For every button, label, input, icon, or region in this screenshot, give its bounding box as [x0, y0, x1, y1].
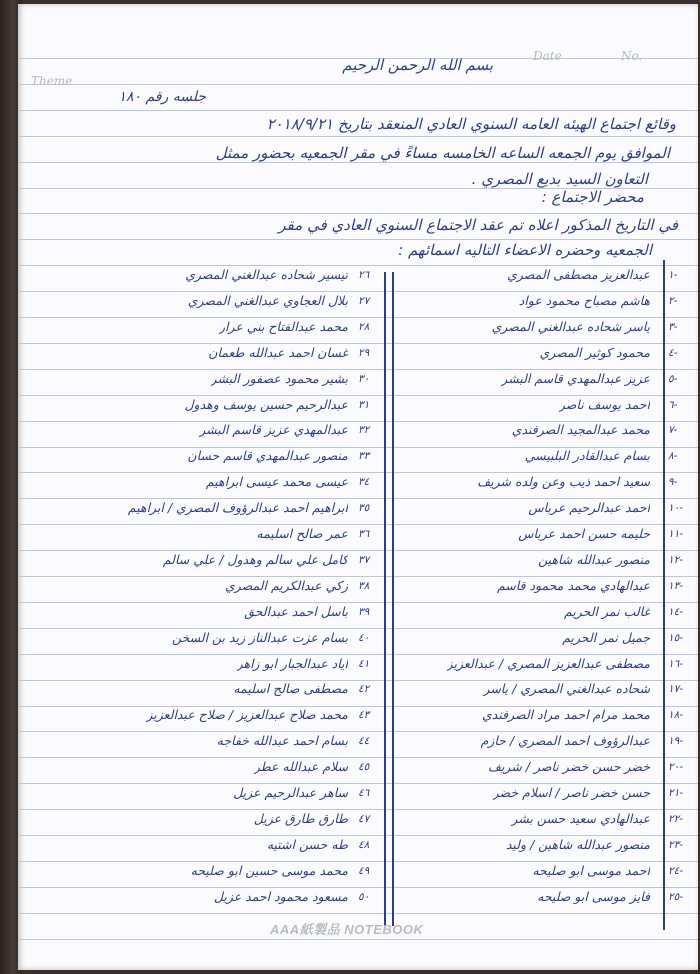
- row-number: ٢٦: [358, 269, 370, 281]
- attendee-name: طه حسن اشتيه: [266, 836, 348, 852]
- row-number: ٢-: [668, 294, 678, 307]
- attendee-name: بلال العجاوي عبدالغني المصري: [187, 292, 348, 308]
- row-number: ٢٠-: [668, 761, 684, 774]
- row-number: ١٥-: [668, 631, 684, 644]
- attendee-name: سعيد احمد ذيب وعن ولده شريف: [477, 474, 650, 490]
- row-number: ٤٠: [358, 631, 370, 644]
- attendee-name: بسام عزت عبدالناز زيد بن السخن: [172, 629, 348, 645]
- row-number: ٣٦: [358, 528, 370, 540]
- attendee-name: بسام احمد عبدالله خفاجه: [216, 733, 348, 749]
- row-number: ٤٩: [358, 864, 370, 877]
- row-number: ١٧-: [668, 683, 684, 696]
- ruled-line: [18, 913, 698, 914]
- attendee-name: محمد موسى حسين ابو صليحه: [190, 862, 348, 878]
- row-number: ٣٢: [358, 424, 370, 437]
- attendee-name: محمد مرام احمد مراد الصرفندي: [482, 707, 650, 723]
- attendee-name: ساهر عبدالرحيم عزيل: [233, 785, 348, 800]
- row-number: ٤٥: [358, 761, 370, 774]
- attendee-name: شحاده عبدالغني المصري / ياسر: [483, 681, 650, 697]
- row-number: ٤٤: [358, 735, 370, 748]
- attendee-name: احمد موسى ابو صليحه: [532, 862, 650, 878]
- attendee-name: هاشم مصباح محمود عواد: [518, 292, 650, 308]
- body-line-1: وقائع اجتماع الهيئه العامه السنوي العادي المنعقد بتاريخ ٢٠١٨/٩/٢١: [266, 115, 676, 133]
- row-number: ٤٦: [358, 787, 370, 799]
- attendee-name: غالب نمر الحريم: [563, 603, 650, 619]
- column-divider-left: [384, 272, 386, 926]
- row-number: ٣٧: [358, 553, 370, 566]
- row-number: ١١-: [668, 528, 684, 540]
- attendee-name: منصور عبدالمهدي قاسم حسان: [187, 448, 348, 464]
- row-number: ١-: [668, 269, 678, 281]
- attendee-name: كامل علي سالم وهدول / علي سالم: [162, 551, 348, 567]
- attendee-name: اياد عبدالجبار ابو زاهر: [236, 655, 348, 671]
- attendee-name: عمر صالح اسليمه: [256, 526, 348, 541]
- body-line-5: في التاريخ المذكور اعلاه تم عقد الاجتماع السنوي العادي في مقر: [278, 216, 678, 234]
- body-line-6: الجمعيه وحضره الاعضاء التاليه اسمائهم :: [398, 241, 652, 259]
- row-number: ٥٠: [358, 890, 370, 903]
- date-label: Date: [533, 49, 562, 63]
- attendee-name: مصطفى عبدالعزيز المصري / عبدالعزيز: [446, 655, 650, 671]
- row-number: ١٣-: [668, 579, 684, 592]
- row-number: ٢٣-: [668, 838, 684, 851]
- ruled-line: [18, 136, 698, 137]
- attendee-name: مصطفى صالح اسليمه: [233, 681, 348, 697]
- row-number: ٢٧: [358, 294, 370, 307]
- attendee-name: عبدالهادي محمد محمود قاسم: [496, 577, 650, 593]
- row-number: ٣٤: [358, 476, 370, 489]
- body-line-3: التعاون السيد بديع المصري .: [471, 170, 648, 188]
- row-number: ٦-: [668, 398, 678, 411]
- row-number: ٩-: [668, 476, 678, 489]
- attendee-name: سلام عبدالله عطر: [253, 759, 348, 775]
- attendee-name: عبدالعزيز مصطفى المصري: [507, 267, 650, 282]
- attendee-name: طارق طارق عزيل: [253, 810, 348, 826]
- section-heading: محضر الاجتماع :: [541, 188, 644, 206]
- notebook-page: [18, 4, 698, 970]
- attendee-name: زكي عبدالكريم المصري: [224, 577, 348, 593]
- body-line-2: الموافق يوم الجمعه الساعه الخامسه مساءً في مقر الجمعيه بحضور ممثل: [215, 144, 670, 162]
- row-number: ٣٥: [358, 502, 370, 515]
- column-divider-right: [392, 272, 394, 926]
- attendee-name: مسعود محمود احمد عزيل: [213, 888, 348, 904]
- attendee-name: محمد صلاح عبدالعزيز / صلاح عبدالعزيز: [146, 707, 348, 723]
- attendee-name: بشير محمود عصفور البشر: [210, 370, 348, 386]
- theme-label: Theme: [31, 74, 73, 88]
- row-number: ١٩-: [668, 735, 684, 748]
- row-number: ١٦-: [668, 657, 684, 670]
- attendee-name: محمود كوثير المصري: [539, 344, 650, 360]
- row-number: ٤٢: [358, 683, 370, 696]
- row-number: ٣٩: [358, 605, 370, 618]
- row-number: ٧-: [668, 424, 678, 437]
- row-number: ١٨-: [668, 709, 684, 722]
- row-number: ٣٣: [358, 450, 370, 463]
- attendee-name: احمد عبدالرحيم عرباس: [528, 500, 650, 516]
- row-number: ١٤-: [668, 605, 684, 618]
- attendee-name: غسان احمد عبدالله طعمان: [208, 344, 348, 360]
- ruled-line: [18, 213, 698, 214]
- attendee-name: حليمه حسن احمد عرباس: [518, 526, 650, 541]
- attendee-name: ياسر شحاده عبدالغني المصري: [491, 318, 650, 334]
- attendee-name: محمد عبدالفتاح بني عرار: [218, 318, 348, 334]
- attendee-name: عيسى محمد عيسى ابراهيم: [205, 474, 348, 490]
- margin-line: [663, 260, 665, 930]
- attendee-name: بسام عبدالقادر البلبيسي: [524, 448, 650, 464]
- ruled-line: [18, 84, 698, 85]
- attendee-name: عزيز عبدالمهدي قاسم البشر: [501, 370, 650, 386]
- row-number: ٨-: [668, 450, 678, 463]
- ruled-line: [18, 110, 698, 111]
- attendee-name: احمد يوسف ناصر: [558, 396, 650, 412]
- attendee-name: تيسير شحاده عبدالغني المصري: [185, 267, 348, 282]
- attendee-name: منصور عبدالله شاهين / وليد: [505, 836, 650, 852]
- attendee-name: حسن خضر ناصر / اسلام خضر: [492, 785, 650, 800]
- attendee-name: محمد عبدالمجيد الصرفندي: [511, 422, 650, 438]
- attendee-name: عبدالهادي سعيد حسن بشر: [511, 810, 650, 826]
- row-number: ٢٥-: [668, 890, 684, 903]
- notebook-brand: AAA紙製品 NOTEBOOK: [270, 922, 424, 937]
- row-number: ٢٢-: [668, 812, 684, 825]
- attendee-name: عبدالرحيم حسين يوسف وهدول: [184, 396, 348, 412]
- row-number: ٤٧: [358, 812, 370, 825]
- row-number: ٥-: [668, 372, 678, 385]
- row-number: ٣-: [668, 320, 678, 333]
- attendee-name: باسل احمد عبدالحق: [244, 603, 348, 619]
- basmala: بسم الله الرحمن الرحيم: [342, 56, 493, 74]
- attendee-name: خضر حسن خضر ناصر / شريف: [488, 759, 650, 775]
- row-number: ٤-: [668, 346, 678, 359]
- row-number: ٣١: [358, 398, 370, 411]
- row-number: ٤٣: [358, 709, 370, 722]
- row-number: ٢٩: [358, 346, 370, 359]
- attendee-name: ابراهيم احمد عبدالرؤوف المصري / ابراهيم: [127, 500, 348, 516]
- ruled-line: [18, 939, 698, 940]
- attendee-name: منصور عبدالله شاهين: [538, 551, 650, 567]
- row-number: ٣٠: [358, 372, 370, 385]
- session-number: جلسه رقم ١٨٠: [118, 89, 206, 105]
- attendee-name: فايز موسى ابو صليحه: [537, 888, 650, 904]
- attendee-name: عبدالمهدي عزيز قاسم البشر: [199, 422, 348, 438]
- row-number: ١٠-: [668, 502, 684, 515]
- row-number: ٤١: [358, 657, 370, 670]
- attendee-name: جميل نمر الحريم: [562, 629, 650, 645]
- row-number: ٢٤-: [668, 864, 684, 877]
- row-number: ٢١-: [668, 787, 684, 799]
- no-label: No.: [621, 49, 643, 63]
- row-number: ٤٨: [358, 838, 370, 851]
- row-number: ٣٨: [358, 579, 370, 592]
- attendee-name: عبدالرؤوف احمد المصري / حازم: [480, 733, 650, 749]
- row-number: ٢٨: [358, 320, 370, 333]
- row-number: ١٢-: [668, 553, 684, 566]
